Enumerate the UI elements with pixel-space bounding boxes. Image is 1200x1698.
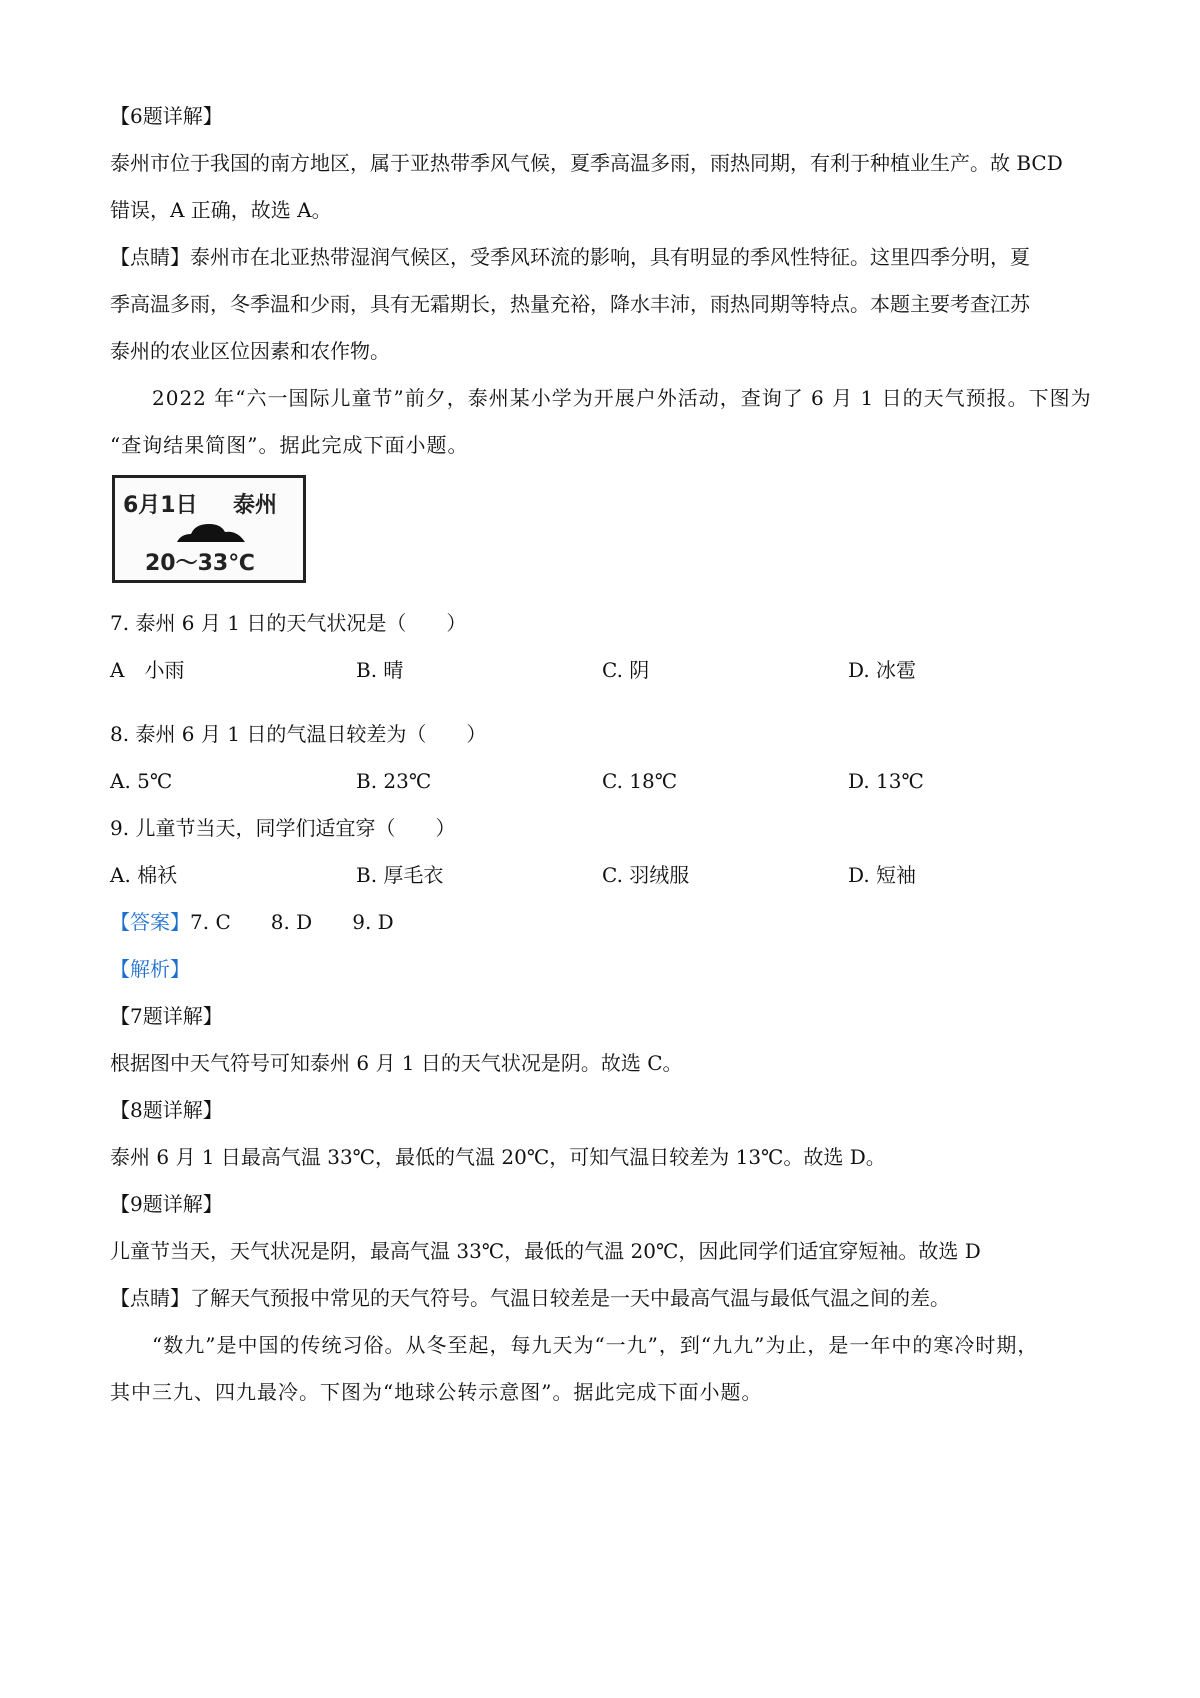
card-date: 6月1日 — [123, 493, 198, 518]
sec8-heading: 【8题详解】 — [110, 1098, 223, 1122]
q8-option-c: C. 18℃ — [602, 769, 678, 793]
q8-option-a: A. 5℃ — [110, 769, 173, 793]
note9-line — [110, 1284, 950, 1312]
answer-values: 7. C 8. D 9. D — [190, 910, 394, 934]
answer-label: 【答案】 — [110, 910, 190, 934]
card-city: 泰州 — [233, 493, 278, 518]
q8-stem: 8. 泰州 6 月 1 日的气温日较差为（ ） — [110, 722, 487, 746]
note6-line2: 季高温多雨，冬季温和少雨，具有无霜期长，热量充裕，降水丰沛，雨热同期等特点。本题主要考查江苏 — [110, 292, 1030, 316]
q9-option-b: B. 厚毛衣 — [356, 863, 444, 887]
sec8-body: 泰州 6 月 1 日最高气温 33℃，最低的气温 20℃，可知气温日较差为 13℃。故选 D。 — [110, 1145, 886, 1169]
q7-stem: 7. 泰州 6 月 1 日的天气状况是（ ） — [110, 611, 467, 635]
answer-line — [110, 908, 394, 936]
note6-line3: 泰州的农业区位因素和农作物。 — [110, 339, 390, 363]
note9-text: 了解天气预报中常见的天气符号。气温日较差是一天中最高气温与最低气温之间的差。 — [190, 1286, 950, 1310]
sec7-body: 根据图中天气符号可知泰州 6 月 1 日的天气状况是阴。故选 C。 — [110, 1051, 683, 1075]
intro-line1: 2022 年“六一国际儿童节”前夕，泰州某小学为开展户外活动，查询了 6 月 1 日的天气预报。下图为 — [152, 386, 1092, 410]
q7-option-b: B. 晴 — [356, 658, 404, 682]
q9-option-d: D. 短袖 — [848, 863, 917, 887]
note6-text1: 泰州市在北亚热带湿润气候区，受季风环流的影响，具有明显的季风性特征。这里四季分明，夏 — [190, 245, 1030, 269]
intro2-line2: 其中三九、四九最冷。下图为“地球公转示意图”。据此完成下面小题。 — [110, 1380, 763, 1404]
sec6-heading: 【6题详解】 — [110, 104, 223, 128]
q7-option-c: C. 阴 — [602, 658, 650, 682]
q8-option-d: D. 13℃ — [848, 769, 924, 793]
q9-option-a: A. 棉袄 — [110, 863, 178, 887]
note6-label: 【点睛】 — [110, 245, 190, 269]
intro-line2: “查询结果简图”。据此完成下面小题。 — [110, 433, 469, 457]
analysis-label: 【解析】 — [110, 957, 190, 981]
card-temp: 20～33℃ — [145, 551, 255, 576]
q9-stem: 9. 儿童节当天，同学们适宜穿（ ） — [110, 816, 456, 840]
q7-option-a: A 小雨 — [110, 658, 185, 682]
sec9-heading: 【9题详解】 — [110, 1192, 223, 1216]
q8-option-b: B. 23℃ — [356, 769, 432, 793]
note6-line1 — [110, 243, 1030, 271]
q7-option-d: D. 冰雹 — [848, 658, 917, 682]
sec9-body: 儿童节当天，天气状况是阴，最高气温 33℃，最低的气温 20℃，因此同学们适宜穿短袖。故选 D — [110, 1239, 981, 1263]
sec7-heading: 【7题详解】 — [110, 1004, 223, 1028]
note9-label: 【点睛】 — [110, 1286, 190, 1310]
overcast-icon — [175, 520, 247, 544]
q9-option-c: C. 羽绒服 — [602, 863, 690, 887]
sec6-body-line1: 泰州市位于我国的南方地区，属于亚热带季风气候，夏季高温多雨，雨热同期，有利于种植业生产。故 BCD — [110, 151, 1063, 175]
weather-card — [112, 475, 306, 583]
sec6-body-line2: 错误，A 正确，故选 A。 — [110, 198, 332, 222]
intro2-line1: “数九”是中国的传统习俗。从冬至起，每九天为“一九”，到“九九”为止，是一年中的寒冷时期， — [152, 1333, 1039, 1357]
